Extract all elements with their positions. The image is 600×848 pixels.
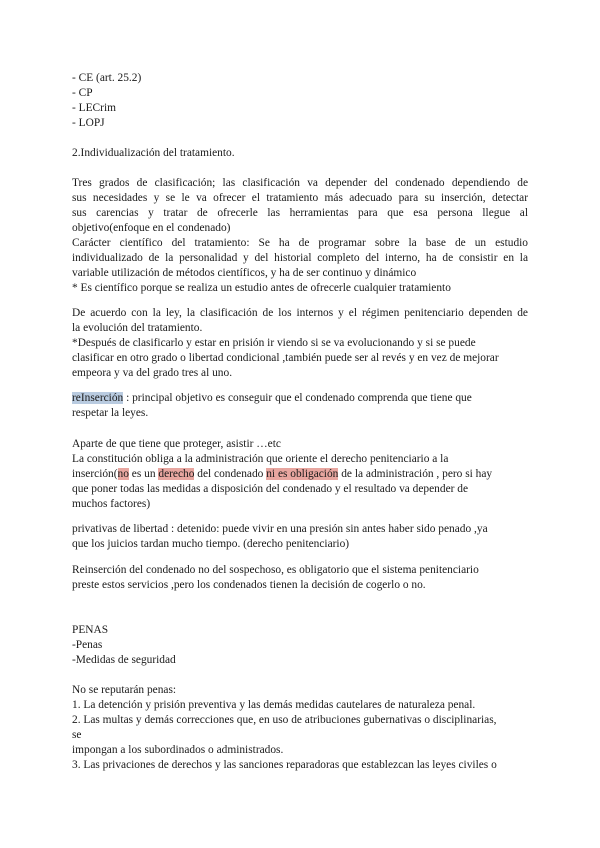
paragraph-line: Tres grados de clasificación; las clasificación va depender del condenado dependiendo de [72,177,528,189]
legislation-item-lecrim: - LECrim [72,102,116,114]
paragraph-line: Aparte de que tiene que proteger, asistir …etc [72,438,281,450]
paragraph-line: La constitución obliga a la administración que oriente el derecho penitenciario a la [72,453,449,465]
paragraph-line [72,391,472,406]
paragraph-line: que los juicios tardan mucho tiempo. (derecho penitenciario) [72,538,350,550]
paragraph-line: clasificar en otro grado o libertad condicional ,también puede ser al revés y en vez de mejorar [72,352,499,364]
paragraph-line: muchos factores) [72,498,151,510]
paragraph-line: sus necesidades y se le va ofrecer el tratamiento más adecuado para su inserción, detectar [72,192,528,204]
no-penas-item: se [72,729,82,741]
paragraph-line: variable utilización de métodos científicos, y ha de ser continuo y dinámico [72,267,417,279]
no-penas-item: 3. Las privaciones de derechos y las sanciones reparadoras que establezcan las leyes civiles o [72,759,497,771]
paragraph-line: individualizado de la personalidad y del historial completo del interno, ha de consistir en la [72,252,528,264]
no-penas-item: 1. La detención y prisión preventiva y las demás medidas cautelares de naturaleza penal. [72,699,476,711]
highlighted-term: derecho [158,468,195,480]
paragraph-line: De acuerdo con la ley, la clasificación de los internos y el régimen penitenciario dependen de [72,307,528,319]
highlighted-term: no [117,468,129,480]
paragraph-line [72,467,492,482]
paragraph-line: preste estos servicios ,pero los condenados tienen la decisión de cogerlo o no. [72,579,426,591]
penas-item: -Penas [72,639,103,651]
paragraph-line: Carácter científico del tratamiento: Se ha de programar sobre la base de un estudio [72,237,528,249]
paragraph-line: sus carencias y tratar de ofrecerle las herramientas para que esa persona llegue al [72,207,528,219]
section-title: 2.Individualización del tratamiento. [72,147,235,159]
no-penas-item: 2. Las multas y demás correcciones que, en uso de atribuciones gubernativas o disciplinarias, [72,714,497,726]
paragraph-line: respetar la leyes. [72,407,149,419]
no-penas-item: impongan a los subordinados o administrados. [72,744,284,756]
highlighted-term: reInserción [72,392,124,404]
penas-item: -Medidas de seguridad [72,654,176,666]
paragraph-text: : principal objetivo es conseguir que el condenado comprenda que tiene que [123,392,472,404]
paragraph-text: inserción( [72,468,118,480]
paragraph-line: Reinserción del condenado no del sospechoso, es obligatorio que el sistema penitenciario [72,564,479,576]
legislation-item-lopj: - LOPJ [72,117,105,129]
penas-title: PENAS [72,624,109,636]
paragraph-text: de la administración , pero si hay [338,468,493,480]
paragraph-line: *Después de clasificarlo y estar en prisión ir viendo si se va evolucionando y si se puede [72,337,476,349]
paragraph-line: privativas de libertad : detenido: puede vivir en una presión sin antes haber sido penado ,ya [72,523,488,535]
paragraph-line: objetivo(enfoque en el condenado) [72,222,231,234]
no-penas-title: No se reputarán penas: [72,684,177,696]
paragraph-line: empeora y va del grado tres al uno. [72,367,233,379]
highlighted-term: ni es obligación [266,468,339,480]
paragraph-line: * Es científico porque se realiza un estudio antes de ofrecerle cualquier tratamiento [72,282,451,294]
legislation-item-cp: - CP [72,87,93,99]
legislation-item-ce: - CE (art. 25.2) [72,72,142,84]
paragraph-text: es un [128,468,159,480]
paragraph-text: del condenado [194,468,267,480]
paragraph-line: que poner todas las medidas a disposición del condenado y el resultado va depender de [72,483,469,495]
paragraph-line: la evolución del tratamiento. [72,322,203,334]
